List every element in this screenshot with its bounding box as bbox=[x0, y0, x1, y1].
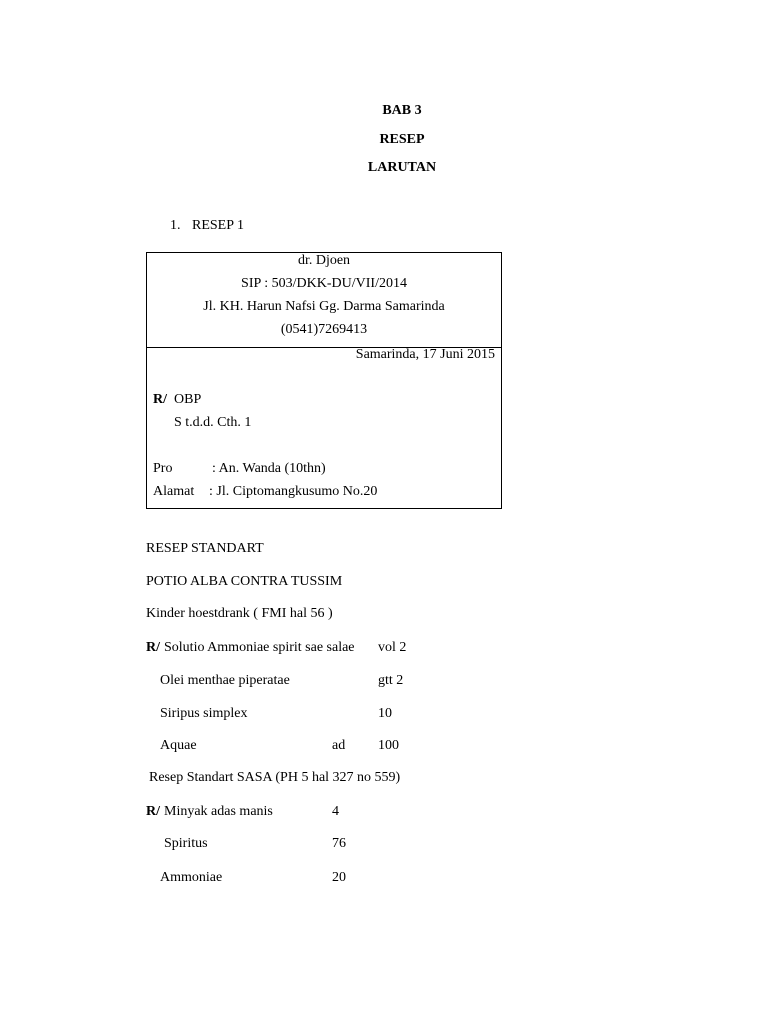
prescription-box bbox=[146, 252, 502, 509]
page-subtitle: LARUTAN bbox=[367, 160, 437, 175]
patient-label: Pro bbox=[153, 461, 173, 476]
ingredient-name: Olei menthae piperatae bbox=[160, 673, 290, 688]
ingredient-qty: vol 2 bbox=[378, 640, 407, 655]
standard-heading: RESEP STANDART bbox=[146, 541, 264, 556]
ingredient-qty: gtt 2 bbox=[378, 673, 404, 688]
ingredient-qty: 4 bbox=[332, 804, 339, 819]
ingredient-ad: ad bbox=[332, 738, 346, 753]
recipe-source: Kinder hoestdrank ( FMI hal 56 ) bbox=[146, 606, 333, 621]
place-date: Samarinda, 17 Juni 2015 bbox=[355, 347, 495, 362]
ingredient-qty: 10 bbox=[378, 706, 392, 721]
ingredient-qty: 100 bbox=[378, 738, 399, 753]
ingredient-qty: 20 bbox=[332, 870, 346, 885]
rx-symbol: R/ bbox=[153, 392, 167, 407]
section-number: 1. bbox=[170, 218, 181, 233]
ingredient-name: Siripus simplex bbox=[160, 706, 248, 721]
section-title: RESEP 1 bbox=[192, 218, 244, 233]
ingredient-name: Ammoniae bbox=[160, 870, 223, 885]
chapter-heading: BAB 3 bbox=[382, 103, 422, 118]
doctor-phone: (0541)7269413 bbox=[280, 322, 368, 337]
page-title: RESEP bbox=[379, 132, 425, 147]
address-value: : Jl. Ciptomangkusumo No.20 bbox=[209, 484, 378, 499]
standard-heading: Resep Standart SASA (PH 5 hal 327 no 559) bbox=[149, 770, 401, 785]
doctor-name: dr. Djoen bbox=[297, 253, 351, 268]
doctor-sip: SIP : 503/DKK-DU/VII/2014 bbox=[241, 276, 407, 291]
rx-symbol: R/ bbox=[146, 640, 160, 655]
signa: S t.d.d. Cth. 1 bbox=[174, 415, 252, 430]
drug-name: OBP bbox=[174, 392, 202, 407]
ingredient-name: Aquae bbox=[160, 738, 197, 753]
ingredient-qty: 76 bbox=[332, 836, 346, 851]
ingredient-name: Spiritus bbox=[164, 836, 208, 851]
address-label: Alamat bbox=[153, 484, 195, 499]
recipe-name: POTIO ALBA CONTRA TUSSIM bbox=[146, 574, 343, 589]
patient-value: : An. Wanda (10thn) bbox=[212, 461, 326, 476]
ingredient-name: Minyak adas manis bbox=[164, 804, 273, 819]
doctor-address: Jl. KH. Harun Nafsi Gg. Darma Samarinda bbox=[203, 299, 445, 314]
rx-symbol: R/ bbox=[146, 804, 160, 819]
ingredient-name: Solutio Ammoniae spirit sae salae bbox=[164, 640, 355, 655]
